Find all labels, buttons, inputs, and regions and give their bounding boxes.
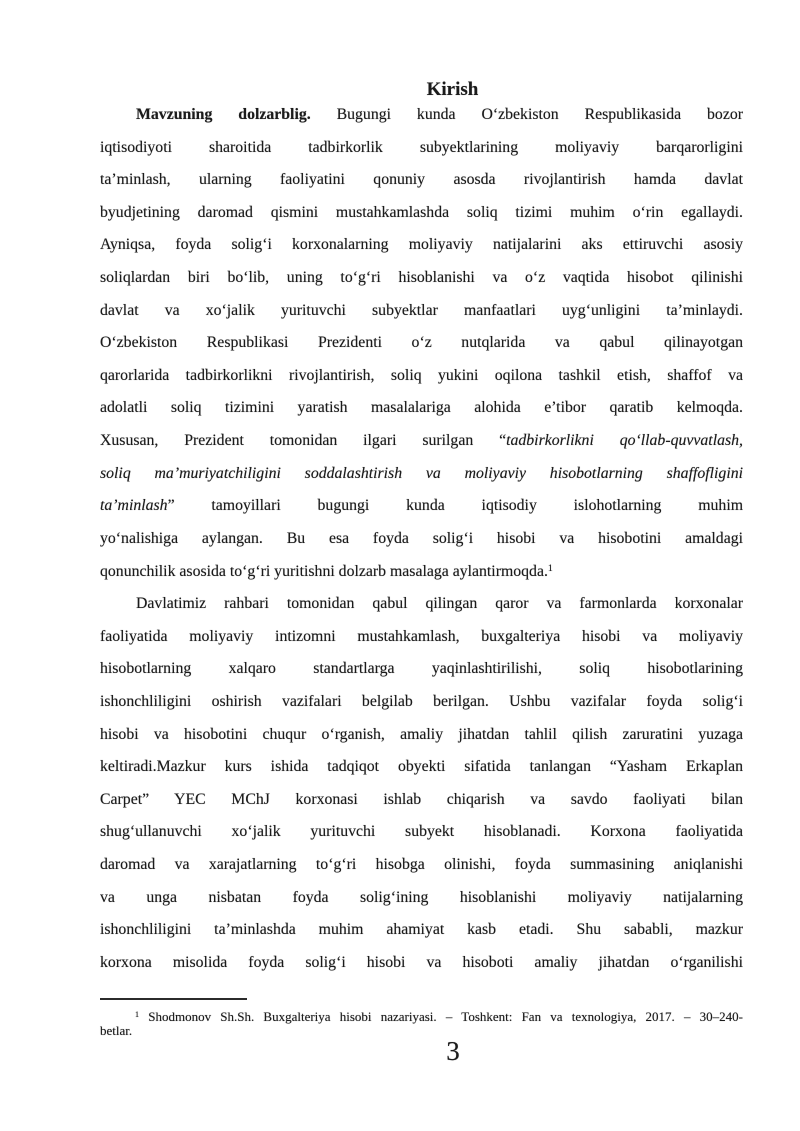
page-title: Kirish	[426, 79, 479, 100]
text-segment: ta’minlash	[100, 497, 168, 515]
text-line	[100, 132, 743, 165]
text-line	[100, 360, 743, 393]
text-line	[100, 751, 743, 784]
footnote-line	[100, 1010, 743, 1024]
footnote-line	[100, 1024, 743, 1038]
paragraph	[100, 99, 743, 588]
text-segment: Ayniqsa, foyda solig‘i korxonalarning moliyaviy natijalarini aks ettiruvchi asosiy	[100, 236, 743, 254]
text-segment: Bugungi kunda O‘zbekiston Respublikasida bozor	[310, 106, 743, 123]
text-line	[100, 686, 743, 719]
text-line	[100, 816, 743, 849]
text-segment: byudjetining daromad qismini mustahkamlashda soliq tizimi muhim o‘rin egallaydi.	[100, 203, 743, 221]
text-segment: yo‘nalishiga aylangan. Bu esa foyda solig‘i hisobi va hisobotini amaldagi	[100, 529, 743, 547]
text-segment: Davlatimiz rahbari tomonidan qabul qilingan qaror va farmonlarda korxonalar	[136, 595, 743, 613]
document-body	[100, 99, 743, 979]
footnote	[100, 1010, 743, 1038]
text-segment: va unga nisbatan foyda solig‘ining hisoblanishi moliyaviy natijalarning	[100, 888, 743, 906]
text-line	[100, 947, 743, 980]
footnote-ref-marker: 1	[135, 1009, 140, 1019]
text-line	[100, 784, 743, 817]
text-line	[100, 882, 743, 915]
text-segment: davlat va xo‘jalik yurituvchi subyektlar manfaatlari uyg‘unligini ta’minlaydi.	[100, 301, 743, 319]
text-line	[100, 327, 743, 360]
text-segment: korxona misolida foyda solig‘i hisobi va hisoboti amaliy jihatdan o‘rganilishi	[100, 953, 743, 971]
text-line	[100, 262, 743, 295]
text-line	[100, 719, 743, 752]
text-line	[100, 653, 743, 686]
text-segment: faoliyatida moliyaviy intizomni mustahkamlash, buxgalteriya hisobi va moliyaviy	[100, 627, 743, 645]
text-segment: hisobi va hisobotini chuqur o‘rganish, amaliy jihatdan tahlil qilish zaruratini yuzaga	[100, 725, 743, 743]
text-segment: O‘zbekiston Respublikasi Prezidenti o‘z nutqlarida va qabul qilinayotgan	[100, 334, 743, 352]
text-line	[100, 523, 743, 556]
text-line	[100, 490, 743, 523]
text-segment: ishonchliligini ta’minlashda muhim ahamiyat kasb etadi. Shu sababli, mazkur	[100, 921, 743, 939]
text-segment: soliq ma’muriyatchiligini soddalashtirish va moliyaviy hisobotlarning shaffofligini	[100, 464, 743, 482]
text-line	[100, 229, 743, 262]
text-segment: soliqlardan biri bo‘lib, uning to‘g‘ri hisoblanishi va o‘z vaqtida hisobot qilinishi	[100, 269, 743, 287]
text-segment: Xususan, Prezident tomonidan ilgari surilgan “	[100, 432, 507, 450]
paragraph	[100, 588, 743, 979]
text-line	[100, 556, 743, 589]
text-segment: ishonchliligini oshirish vazifalari belgilab berilgan. Ushbu vazifalar foyda solig‘i	[100, 692, 743, 710]
text-segment: iqtisodiyoti sharoitida tadbirkorlik subyektlarining moliyaviy barqarorligini	[100, 138, 743, 156]
text-segment: Shodmonov Sh.Sh. Buxgalteriya hisobi nazariyasi. – Toshkent: Fan va texnologiya, 2017. – 30–240-	[139, 1009, 743, 1024]
text-segment: qarorlarida tadbirkorlikni rivojlantirish, soliq yukini oqilona tashkil etish, shaffof va	[100, 366, 743, 384]
text-segment: adolatli soliq tizimini yaratish masalalariga alohida e’tibor qaratib kelmoqda.	[100, 399, 743, 417]
text-line	[100, 164, 743, 197]
text-segment: daromad va xarajatlarning to‘g‘ri hisobga olinishi, foyda summasining aniqlanishi	[100, 856, 743, 874]
text-segment: qonunchilik asosida to‘g‘ri yuritishni dolzarb masalaga aylantirmoqda.	[100, 562, 548, 580]
text-segment: betlar.	[100, 1023, 133, 1038]
text-line	[100, 392, 743, 425]
text-segment: Mavzuning dolzarblig.	[136, 106, 311, 123]
text-line	[100, 914, 743, 947]
text-segment: tadbirkorlikni qo‘llab-quvvatlash,	[506, 432, 743, 450]
text-segment: shug‘ullanuvchi xo‘jalik yurituvchi subyekt hisoblanadi. Korxona faoliyatida	[100, 823, 743, 841]
text-line	[100, 295, 743, 328]
text-segment: ta’minlash, ularning faoliyatini qonuniy asosda rivojlantirish hamda davlat	[100, 171, 743, 189]
text-line	[100, 849, 743, 882]
footnote-ref-marker: 1	[547, 562, 553, 574]
footnote-separator	[100, 998, 247, 1000]
text-line	[100, 588, 743, 621]
text-line	[100, 197, 743, 230]
text-line	[100, 99, 743, 132]
page-number: 3	[446, 1036, 460, 1066]
text-line	[100, 621, 743, 654]
text-segment: ” tamoyillari bugungi kunda iqtisodiy islohotlarning muhim	[167, 497, 743, 515]
text-line	[100, 458, 743, 491]
text-line	[100, 425, 743, 458]
text-segment: keltiradi.Mazkur kurs ishida tadqiqot obyekti sifatida tanlangan “Yasham Erkaplan	[100, 758, 743, 776]
text-segment: hisobotlarning xalqaro standartlarga yaqinlashtirilishi, soliq hisobotlarining	[100, 660, 743, 678]
text-segment: Carpet” YEC MChJ korxonasi ishlab chiqarish va savdo faoliyati bilan	[100, 790, 743, 808]
